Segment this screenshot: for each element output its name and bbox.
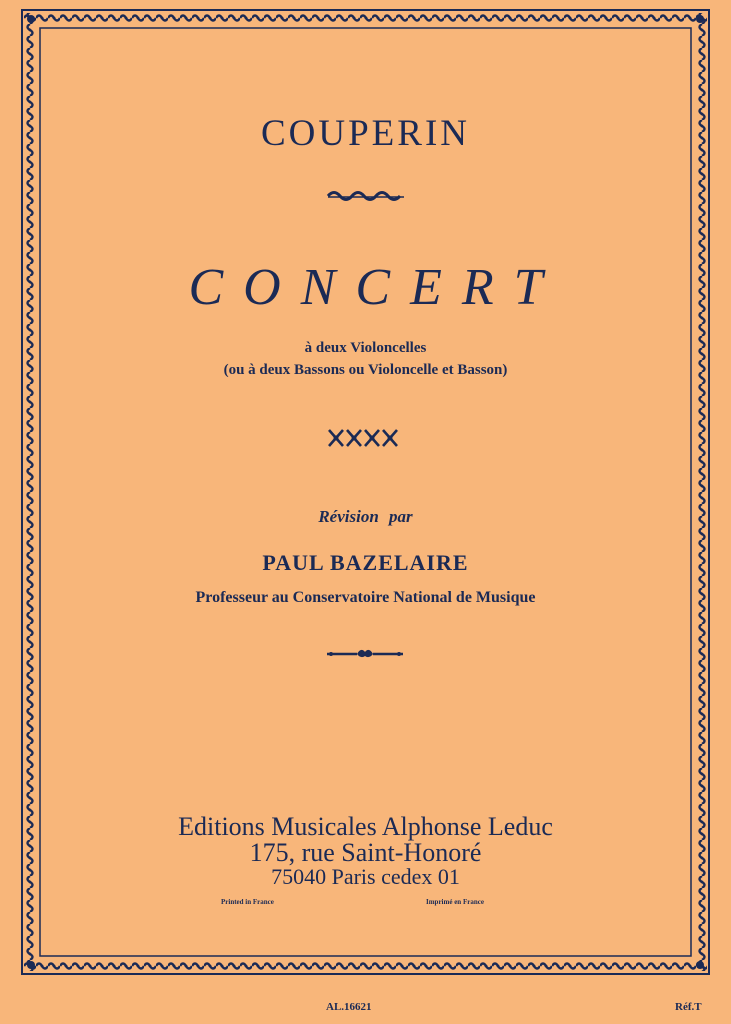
subtitle-line-1: à deux Violoncelles	[304, 340, 427, 356]
subtitle-line-2: (ou à deux Bassons ou Violoncelle et Basson)	[223, 362, 508, 378]
knot-ornament-icon	[327, 428, 399, 448]
flourish-ornament-icon	[325, 646, 405, 660]
reference-code: Réf.T	[675, 1001, 702, 1013]
catalog-number: AL.16621	[326, 1001, 372, 1013]
printed-in-label-en: Printed in France	[221, 898, 274, 906]
publisher-name: Editions Musicales Alphonse Leduc	[178, 812, 553, 841]
publisher-city: 75040 Paris cedex 01	[271, 864, 460, 889]
composer-name: COUPERIN	[260, 113, 471, 154]
work-title: CONCERT	[188, 259, 563, 316]
wave-ornament-icon	[326, 188, 406, 202]
printed-in-label-fr: Imprimé en France	[426, 898, 484, 906]
reviser-name: PAUL BAZELAIRE	[262, 550, 469, 575]
reviser-title: Professeur au Conservatoire National de Musique	[195, 589, 536, 606]
revision-label: Révision par	[318, 507, 413, 526]
publisher-address: 175, rue Saint-Honoré	[249, 838, 482, 867]
